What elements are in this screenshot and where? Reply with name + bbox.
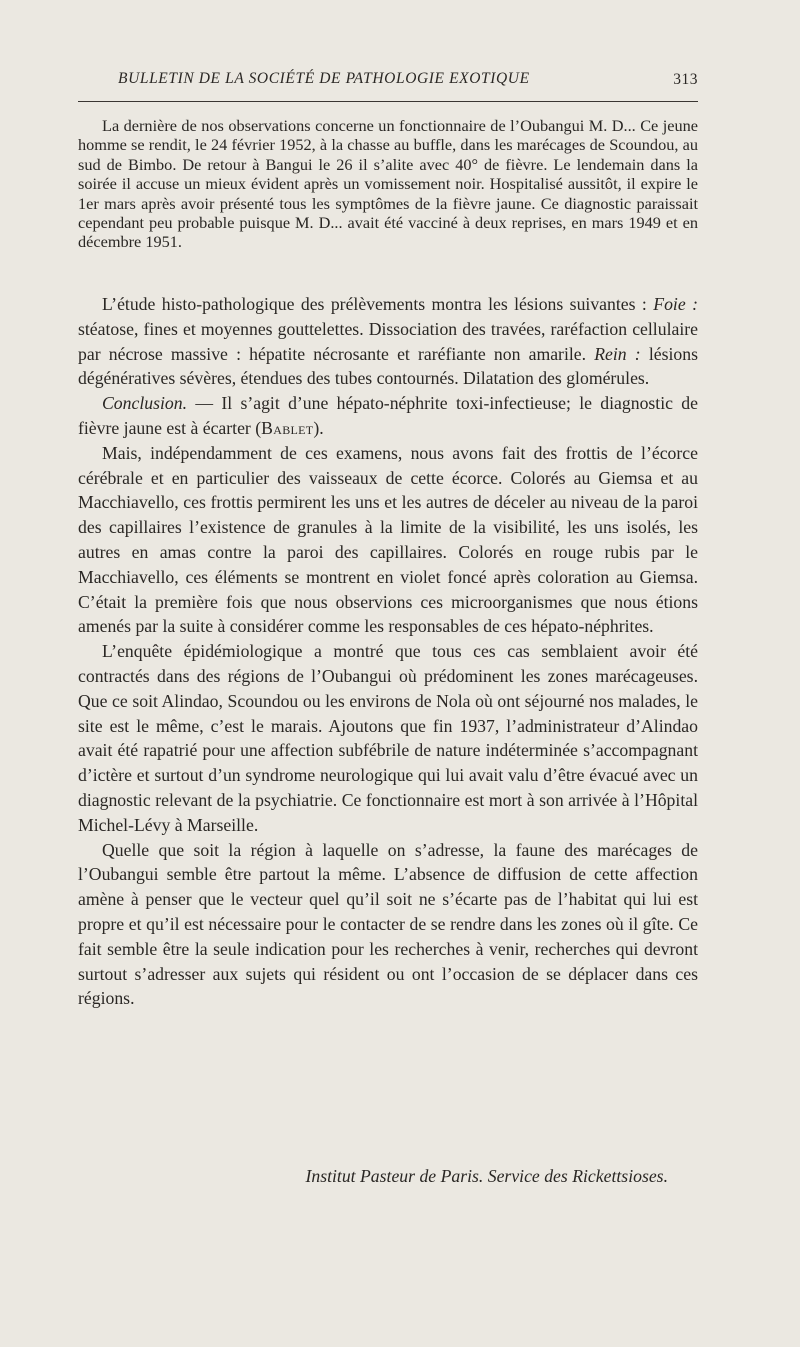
cited-author: Bablet <box>261 417 314 438</box>
paragraph-text: lésions dégénératives sévères, étendues des tubes contournés. Dilatation des glomérules. <box>78 343 698 389</box>
paragraph-epidemiology <box>78 639 698 837</box>
term-rein: Rein : <box>594 343 641 364</box>
paragraph-text: Mais, indépendamment de ces examens, nous avons fait des frottis de l’écorce cérébrale et en particulier des vaisseaux de cette écorce. Colorés au Giemsa et au Macchiavello, ces frottis permirent les uns et les autres de déceler au niveau de la paroi des capillaires l’existence de granules à la limite de la visibilité, les uns isolés, les autres en amas contre la paroi des capillaires. Colorés en rouge rubis par le Macchiavello, ces éléments se montrent en violet foncé après coloration au Giemsa. C’était la première fois que nous observions ces microorganismes que nous étions amenés par la suite à considérer comme les responsables de ces hépato-néphrites. <box>78 442 698 637</box>
journal-title: BULLETIN DE LA SOCIÉTÉ DE PATHOLOGIE EXOTIQUE <box>118 70 530 87</box>
page-number: 313 <box>673 71 698 88</box>
paragraph-text: L’étude histo-pathologique des prélèvements montra les lésions suivantes : <box>102 294 654 314</box>
institution-signature: Institut Pasteur de Paris. Service des Rickettsioses. <box>305 1166 668 1186</box>
paragraph-text: La dernière de nos observations concerne un fonctionnaire de l’Oubangui M. D... Ce jeune homme se rendit, le 24 février 1952, à la chasse au buffle, dans les marécages de Scoundou, au sud de Bimbo. De retour à Bangui le 26 il s’alite avec 40° de fièvre. Le lendemain dans la soirée il accuse un mieux évident après un vomissement noir. Hospitalisé aussitôt, il expire le 1er mars après avoir présenté tous les symptômes de la fièvre jaune. Ce diagnostic paraissait cependant peu probable puisque M. D... avait été vacciné à deux reprises, en mars 1949 et en décembre 1951. <box>78 116 698 252</box>
paragraph-text: L’enquête épidémiologique a montré que tous ces cas semblaient avoir été contractés dans des régions de l’Oubangui où prédominent les zones marécageuses. Que ce soit Alindao, Scoundou ou les environs de Nola où ont séjourné nos malades, le site est le même, c’est le marais. Ajoutons que fin 1937, l’administrateur d’Alindao avait été rapatrié pour une affection subfébrile de nature indéterminée s’accompagnant d’ictère et surtout d’un syndrome neurologique qui lui avait valu d’être évacué avec un diagnostic relevant de la psychiatrie. Ce fonctionnaire est mort à son arrivée à l’Hôpital Michel-Lévy à Marseille. <box>78 641 698 835</box>
header-rule <box>78 101 698 102</box>
paragraph-conclusion <box>78 391 698 441</box>
paragraph-text: stéatose, fines et moyennes gouttelettes. Dissociation des travées, raréfaction cellulaire par nécrose massive : hépatite nécrosante et raréfiante non amarile. <box>78 318 698 364</box>
paragraph-observation <box>78 116 698 252</box>
paragraph-smears <box>78 441 698 639</box>
paragraph-text: ). <box>313 417 324 438</box>
paragraph-text: — Il s’agit d’une hépato-néphrite toxi-infectieuse; le diagnostic de fièvre jaune est à écarter ( <box>78 393 698 438</box>
case-observation-block <box>78 116 698 252</box>
term-foie: Foie : <box>653 294 698 314</box>
term-conclusion: Conclusion. <box>102 393 188 414</box>
paragraph-text: Quelle que soit la région à laquelle on s’adresse, la faune des marécages de l’Oubangui semble être partout la même. L’absence de diffusion de cette affection amène à penser que le vecteur quel qu’il soit ne s’écarte pas de l’habitat qui lui est propre et qu’il est nécessaire pour le contacter de se rendre dans les zones où il gîte. Ce fait semble être la seule indication pour les recherches à venir, recherches qui devront surtout s’adresser aux sujets qui résident ou ont l’occasion de se déplacer dans ces régions. <box>78 839 698 1009</box>
running-head <box>78 70 698 100</box>
paragraph-vector <box>78 838 698 1012</box>
main-text <box>78 292 698 1011</box>
paragraph-histopathology <box>78 292 698 391</box>
